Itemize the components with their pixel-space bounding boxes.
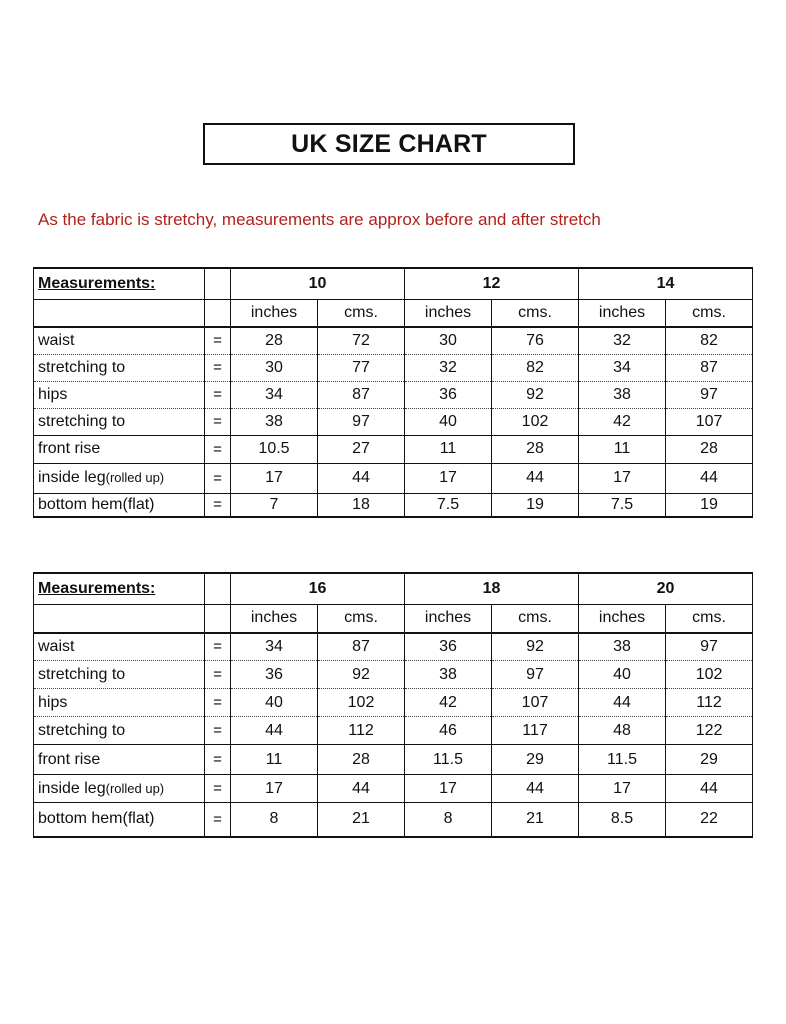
measurement-value: 48 [579, 717, 666, 745]
blank-cell [34, 605, 205, 633]
measurement-label-cell [34, 689, 205, 717]
measurement-value: 82 [666, 327, 753, 354]
size-header-18: 18 [405, 573, 579, 605]
measurement-label-note: (rolled up) [105, 780, 165, 796]
measurement-label: stretching to [38, 412, 126, 430]
measurements-header-cell [34, 573, 205, 605]
measurement-value: 107 [492, 689, 579, 717]
unit-cell: cms. [666, 605, 753, 633]
measurement-value: 42 [405, 689, 492, 717]
measurement-value: 22 [666, 803, 753, 837]
measurement-row [34, 717, 753, 745]
unit-cell: cms. [318, 605, 405, 633]
measurement-value: 77 [318, 354, 405, 381]
equals-sign: = [205, 408, 231, 435]
measurement-label: inside leg [38, 779, 106, 797]
equals-sign: = [205, 775, 231, 803]
measurement-label: hips [38, 693, 68, 711]
unit-cell: inches [579, 300, 666, 328]
measurement-value: 28 [318, 745, 405, 775]
measurement-value: 122 [666, 717, 753, 745]
equals-sign: = [205, 463, 231, 493]
measurement-value: 44 [318, 463, 405, 493]
equals-sign: = [205, 689, 231, 717]
blank-cell [205, 605, 231, 633]
measurement-label-cell [34, 435, 205, 463]
measurement-value: 76 [492, 327, 579, 354]
equals-sign: = [205, 661, 231, 689]
size-header-20: 20 [579, 573, 753, 605]
unit-cell: cms. [666, 300, 753, 328]
measurement-value: 46 [405, 717, 492, 745]
title-box [203, 123, 575, 165]
units-row [34, 300, 753, 328]
measurement-value: 87 [318, 381, 405, 408]
measurement-value: 44 [666, 463, 753, 493]
measurement-value: 87 [666, 354, 753, 381]
measurement-value: 28 [231, 327, 318, 354]
measurement-value: 8 [405, 803, 492, 837]
measurements-header-label: Measurements: [38, 275, 156, 292]
unit-cell: cms. [492, 605, 579, 633]
measurement-label: waist [38, 637, 75, 655]
measurement-label-cell [34, 463, 205, 493]
size-header-12: 12 [405, 268, 579, 300]
measurement-value: 7.5 [579, 493, 666, 517]
measurement-value: 11.5 [579, 745, 666, 775]
measurement-value: 44 [231, 717, 318, 745]
measurement-label-cell [34, 661, 205, 689]
measurement-value: 82 [492, 354, 579, 381]
unit-cell: inches [231, 605, 318, 633]
measurement-value: 21 [492, 803, 579, 837]
measurement-value: 10.5 [231, 435, 318, 463]
measurement-value: 107 [666, 408, 753, 435]
equals-sign: = [205, 381, 231, 408]
measurement-row [34, 661, 753, 689]
measurement-label-cell [34, 745, 205, 775]
measurement-row [34, 745, 753, 775]
measurement-value: 92 [318, 661, 405, 689]
measurement-value: 29 [492, 745, 579, 775]
measurement-value: 30 [231, 354, 318, 381]
measurement-row [34, 381, 753, 408]
unit-cell: inches [231, 300, 318, 328]
measurement-value: 36 [405, 633, 492, 661]
fabric-note: As the fabric is stretchy, measurements are approx before and after stretch [38, 210, 601, 229]
measurement-value: 17 [405, 775, 492, 803]
measurement-value: 30 [405, 327, 492, 354]
measurement-value: 29 [666, 745, 753, 775]
measurement-value: 40 [579, 661, 666, 689]
measurement-label: stretching to [38, 721, 126, 739]
measurement-label-cell [34, 775, 205, 803]
equals-sign: = [205, 717, 231, 745]
measurement-label-cell [34, 408, 205, 435]
size-header-16: 16 [231, 573, 405, 605]
blank-cell [34, 300, 205, 328]
measurement-value: 21 [318, 803, 405, 837]
unit-cell: inches [405, 605, 492, 633]
measurement-value: 40 [405, 408, 492, 435]
measurement-value: 34 [231, 381, 318, 408]
measurement-value: 34 [231, 633, 318, 661]
measurement-value: 44 [492, 775, 579, 803]
measurement-value: 97 [666, 381, 753, 408]
measurement-row [34, 633, 753, 661]
measurement-row [34, 327, 753, 354]
equals-sign: = [205, 354, 231, 381]
equals-sign: = [205, 745, 231, 775]
size-header-row [34, 573, 753, 605]
measurement-value: 11.5 [405, 745, 492, 775]
size-table-1 [33, 267, 753, 518]
measurement-row [34, 463, 753, 493]
measurement-row [34, 689, 753, 717]
measurement-label: inside leg [38, 469, 106, 486]
blank-cell [205, 268, 231, 300]
measurement-value: 97 [318, 408, 405, 435]
page-title: UK SIZE CHART [291, 129, 487, 158]
measurement-label-cell [34, 327, 205, 354]
size-table-2 [33, 572, 753, 838]
measurement-value: 72 [318, 327, 405, 354]
measurement-value: 27 [318, 435, 405, 463]
measurement-value: 34 [579, 354, 666, 381]
measurement-value: 17 [405, 463, 492, 493]
measurement-value: 112 [318, 717, 405, 745]
measurement-label: waist [38, 331, 75, 349]
measurements-header-label: Measurements: [38, 580, 156, 597]
measurement-value: 11 [405, 435, 492, 463]
blank-cell [205, 300, 231, 328]
measurement-value: 92 [492, 633, 579, 661]
measurements-header-cell [34, 268, 205, 300]
measurement-value: 117 [492, 717, 579, 745]
measurement-value: 18 [318, 493, 405, 517]
measurement-label: front rise [38, 750, 101, 768]
measurement-value: 32 [405, 354, 492, 381]
equals-sign: = [205, 327, 231, 354]
measurement-label: hips [38, 385, 68, 403]
equals-sign: = [205, 633, 231, 661]
measurement-label: bottom hem(flat) [38, 810, 155, 828]
measurement-value: 102 [666, 661, 753, 689]
measurement-value: 102 [318, 689, 405, 717]
measurement-value: 40 [231, 689, 318, 717]
measurement-label-note: (rolled up) [105, 470, 165, 485]
measurement-value: 8 [231, 803, 318, 837]
measurement-value: 112 [666, 689, 753, 717]
measurement-label-cell [34, 354, 205, 381]
measurement-value: 17 [579, 775, 666, 803]
measurement-value: 97 [492, 661, 579, 689]
measurement-value: 17 [231, 775, 318, 803]
measurement-value: 28 [492, 435, 579, 463]
unit-cell: cms. [318, 300, 405, 328]
measurement-value: 38 [231, 408, 318, 435]
size-header-14: 14 [579, 268, 753, 300]
measurement-value: 11 [579, 435, 666, 463]
measurement-label: stretching to [38, 358, 126, 376]
measurement-label-cell [34, 717, 205, 745]
measurement-value: 44 [666, 775, 753, 803]
measurement-row [34, 435, 753, 463]
measurement-value: 19 [492, 493, 579, 517]
measurement-row [34, 408, 753, 435]
measurement-value: 87 [318, 633, 405, 661]
equals-sign: = [205, 435, 231, 463]
measurement-row [34, 775, 753, 803]
unit-cell: inches [579, 605, 666, 633]
measurement-label: front rise [38, 440, 101, 457]
measurement-value: 32 [579, 327, 666, 354]
measurement-value: 38 [579, 633, 666, 661]
size-header-row [34, 268, 753, 300]
units-row [34, 605, 753, 633]
measurement-value: 8.5 [579, 803, 666, 837]
unit-cell: inches [405, 300, 492, 328]
measurement-value: 17 [231, 463, 318, 493]
measurement-value: 44 [318, 775, 405, 803]
equals-sign: = [205, 493, 231, 517]
measurement-value: 92 [492, 381, 579, 408]
measurement-row [34, 803, 753, 837]
measurement-label-cell [34, 493, 205, 517]
measurement-value: 38 [579, 381, 666, 408]
measurement-label-cell [34, 803, 205, 837]
measurement-label-cell [34, 633, 205, 661]
measurement-value: 42 [579, 408, 666, 435]
measurement-label-cell [34, 381, 205, 408]
measurement-value: 36 [405, 381, 492, 408]
measurement-row [34, 493, 753, 517]
measurement-value: 44 [492, 463, 579, 493]
measurement-value: 11 [231, 745, 318, 775]
measurement-value: 97 [666, 633, 753, 661]
measurement-row [34, 354, 753, 381]
measurement-label: stretching to [38, 665, 126, 683]
measurement-value: 28 [666, 435, 753, 463]
measurement-value: 44 [579, 689, 666, 717]
measurement-value: 36 [231, 661, 318, 689]
blank-cell [205, 573, 231, 605]
measurement-value: 102 [492, 408, 579, 435]
unit-cell: cms. [492, 300, 579, 328]
equals-sign: = [205, 803, 231, 837]
measurement-value: 17 [579, 463, 666, 493]
measurement-label: bottom hem(flat) [38, 495, 155, 513]
measurement-value: 7.5 [405, 493, 492, 517]
measurement-value: 19 [666, 493, 753, 517]
size-header-10: 10 [231, 268, 405, 300]
measurement-value: 38 [405, 661, 492, 689]
measurement-value: 7 [231, 493, 318, 517]
